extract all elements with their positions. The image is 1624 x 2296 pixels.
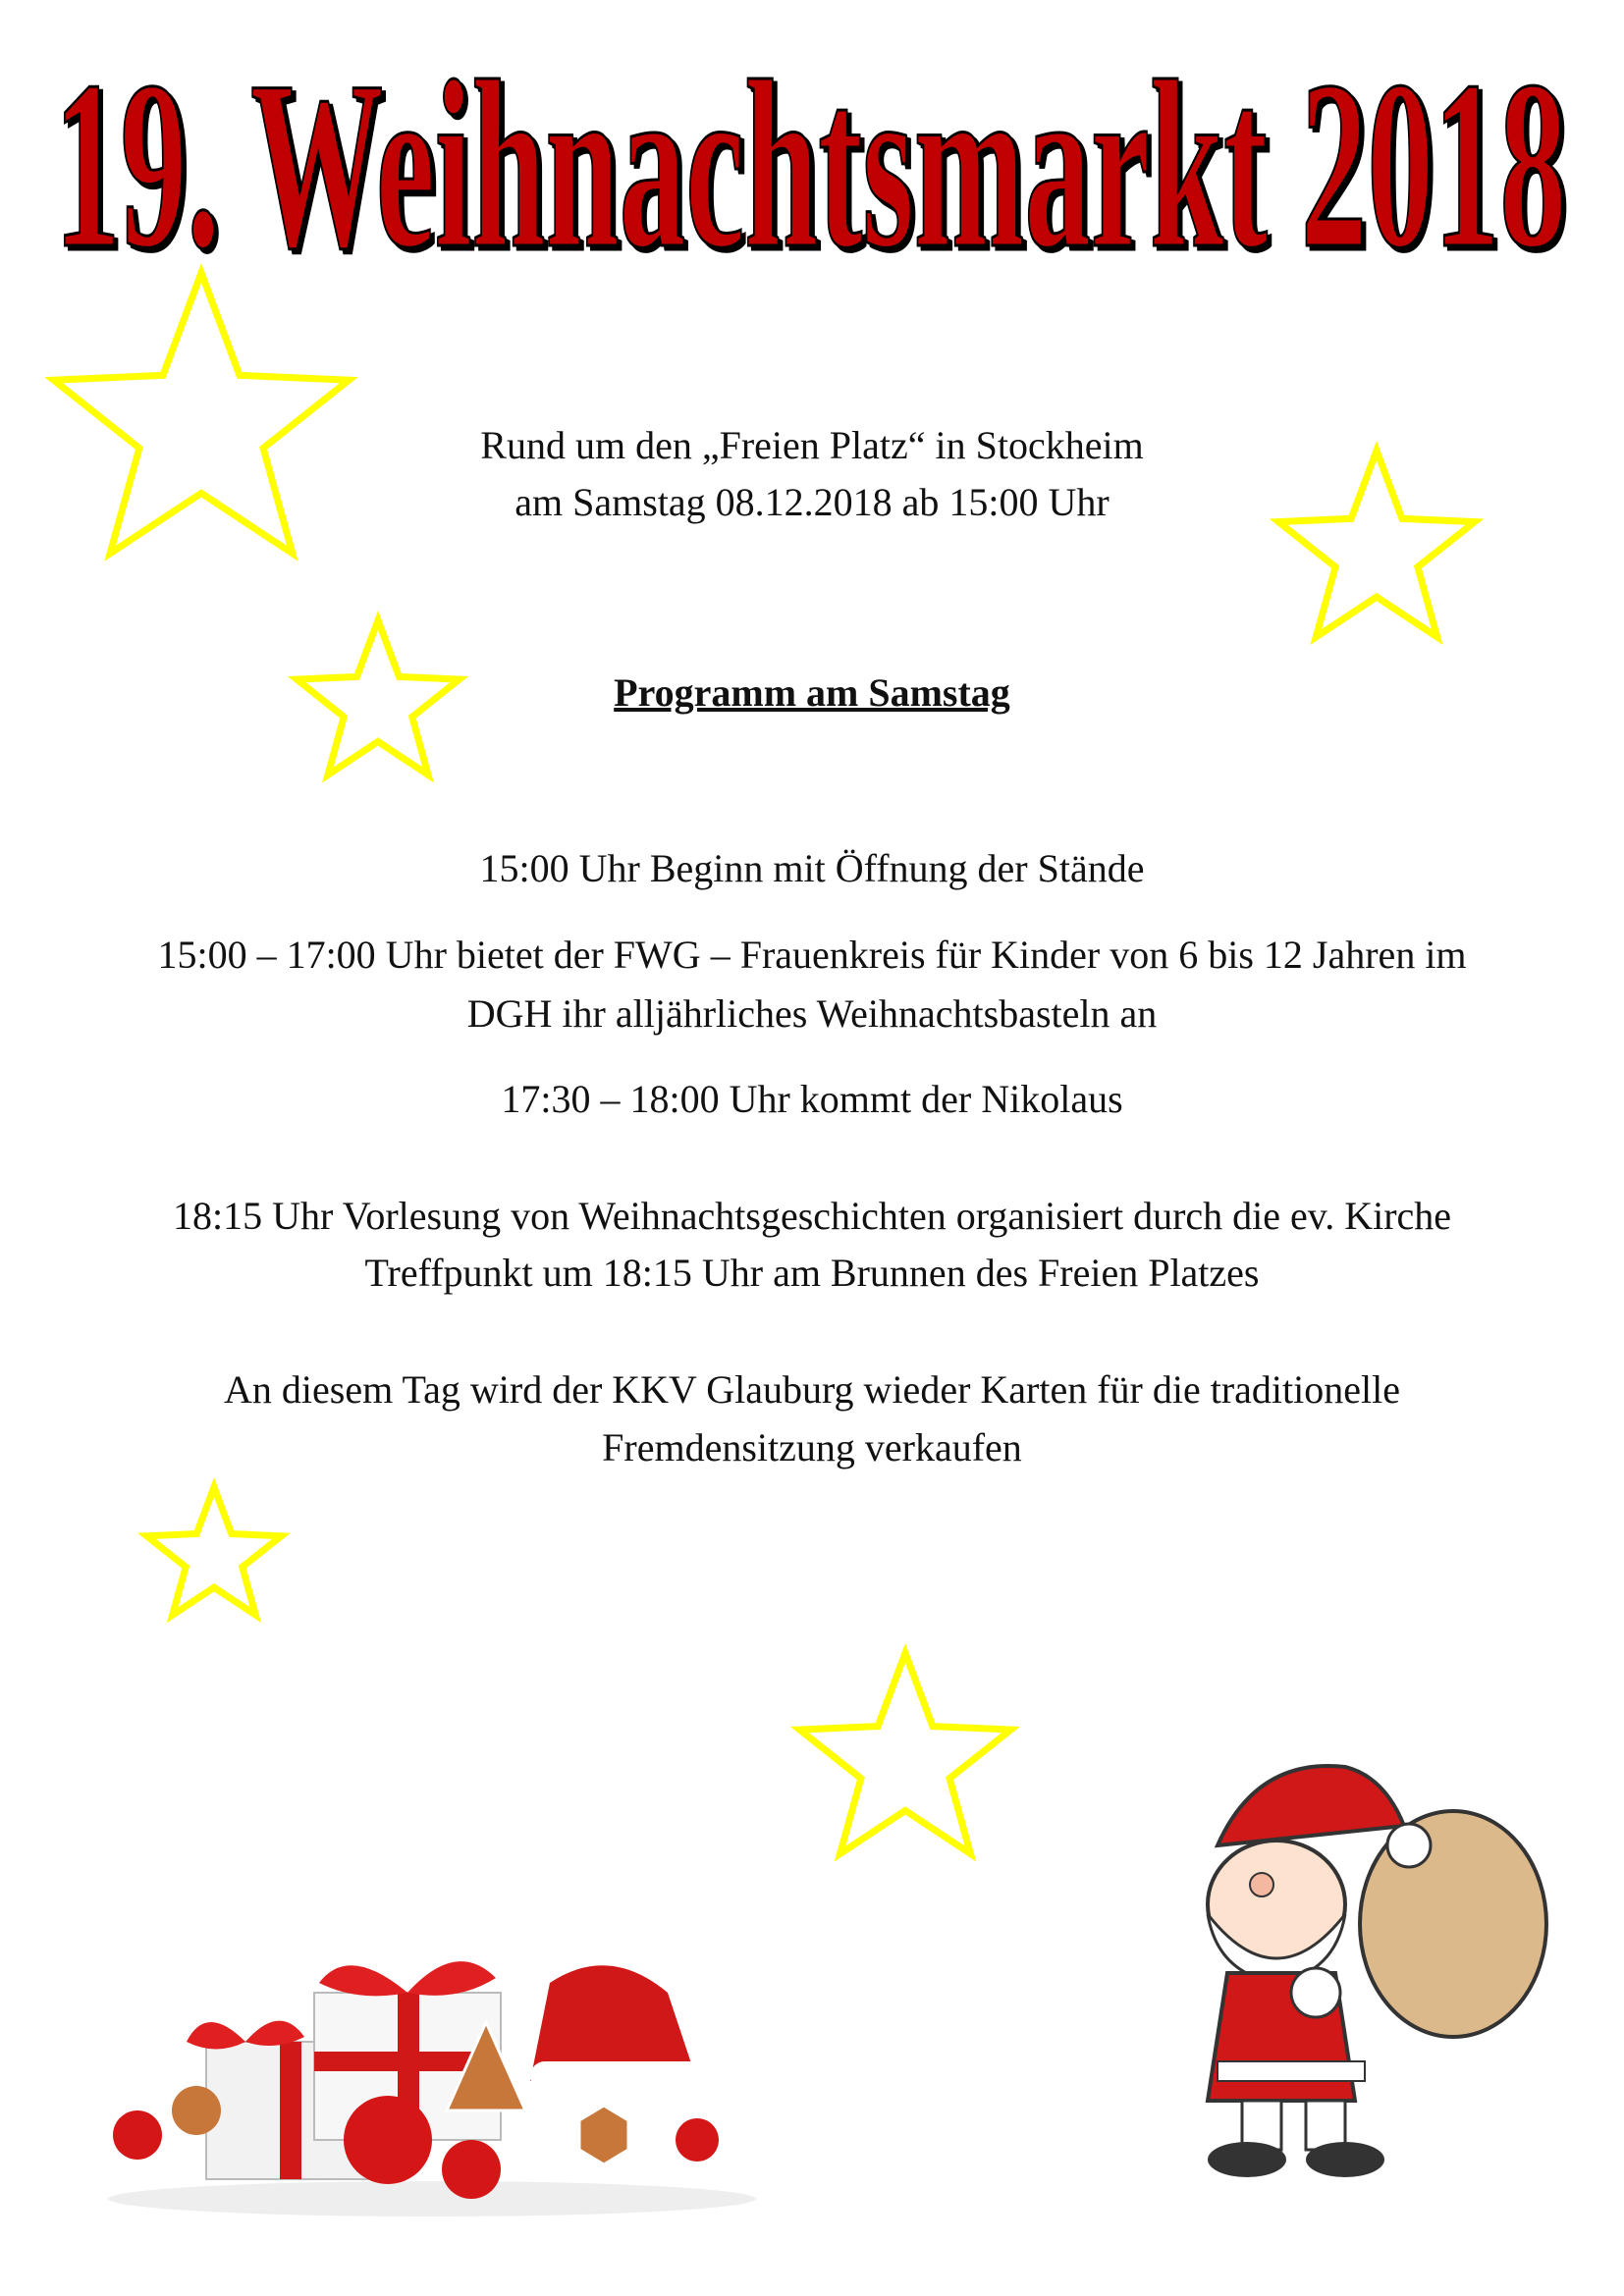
program-item: 18:15 Uhr Vorlesung von Weihnachtsgeschichten organisiert durch die ev. Kirche xyxy=(172,1194,1452,1238)
program-item: 15:00 – 17:00 Uhr bietet der FWG – Frauenkreis für Kinder von 6 bis 12 Jahren im xyxy=(157,933,1467,977)
program-item: Fremdensitzung verkaufen xyxy=(602,1425,1022,1469)
program-item: DGH ihr alljährliches Weihnachtsbasteln an xyxy=(466,991,1158,1036)
program-item: Treffpunkt um 18:15 Uhr am Brunnen des Freien Platzes xyxy=(364,1251,1260,1295)
santa-claus-image xyxy=(1208,1766,1546,2177)
page-title: 19. Weihnachtsmarkt 2018 xyxy=(54,31,1566,294)
intro-date: am Samstag 08.12.2018 ab 15:00 Uhr xyxy=(514,480,1110,524)
program-item: 15:00 Uhr Beginn mit Öffnung der Stände xyxy=(479,846,1145,890)
star-icon xyxy=(147,1487,282,1615)
intro-location: Rund um den „Freien Platz“ in Stockheim xyxy=(480,423,1144,467)
star-icon xyxy=(1278,451,1475,637)
program-item: 17:30 – 18:00 Uhr kommt der Nikolaus xyxy=(501,1077,1123,1121)
star-icon xyxy=(800,1653,1011,1853)
christmas-gifts-image xyxy=(108,1961,756,2216)
program-heading: Programm am Samstag xyxy=(614,670,1010,715)
program-item: An diesem Tag wird der KKV Glauburg wieder Karten für die traditionelle xyxy=(224,1367,1400,1412)
